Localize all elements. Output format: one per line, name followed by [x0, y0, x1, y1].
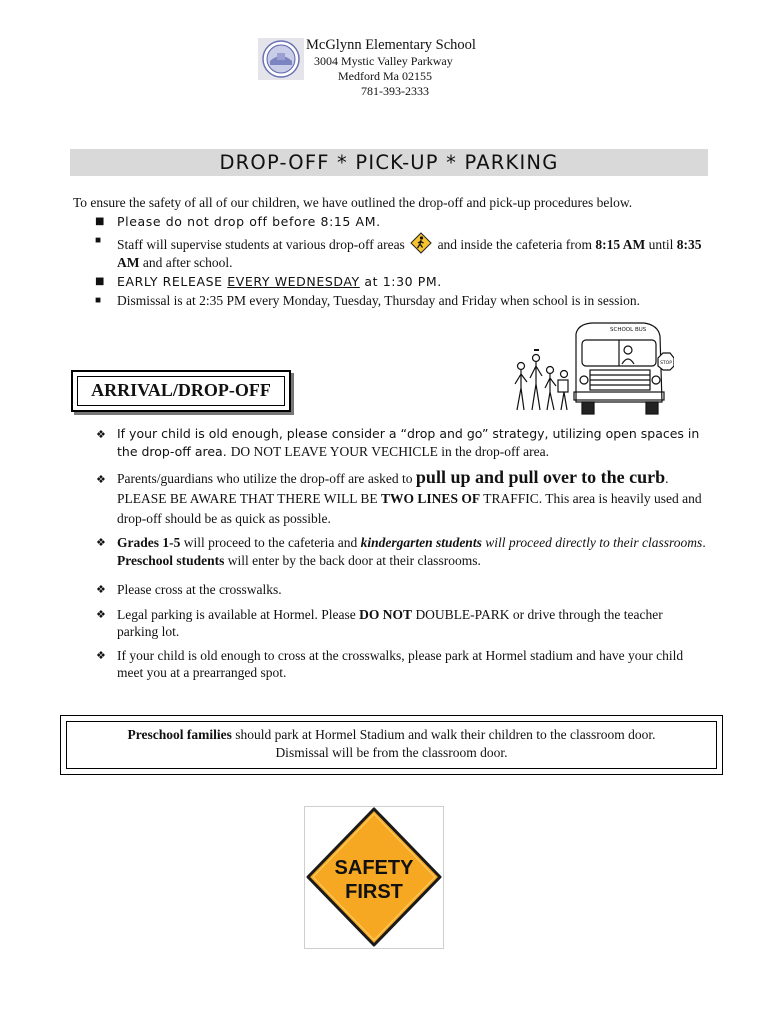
supervision-text-3: until — [648, 237, 674, 252]
list-item — [96, 581, 706, 599]
sign-line-2: FIRST — [345, 881, 403, 903]
preschool-families-label: Preschool families — [127, 727, 232, 742]
school-header — [258, 36, 518, 104]
address-street: 3004 Mystic Valley Parkway — [314, 54, 453, 68]
list-item — [96, 425, 706, 460]
grades-text-2: . — [702, 535, 706, 550]
square-bullet-icon: ■ — [95, 216, 106, 227]
parking-text-2: DOUBLE-PARK or drive through the teacher parking lot. — [117, 606, 663, 639]
square-bullet-icon: ■ — [95, 295, 102, 306]
preschool-notice-box — [60, 715, 723, 775]
do-not-emphasis: DO NOT — [359, 606, 413, 622]
preschool-students-label: Preschool students — [117, 552, 225, 568]
crosswalk-note: Please cross at the crosswalks. — [117, 582, 282, 597]
arrival-list — [96, 425, 706, 682]
supervision-start-time: 8:15 AM — [595, 237, 646, 252]
two-lines-emphasis: TWO LINES OF — [381, 491, 481, 506]
preschool-dismissal-text: Dismissal will be from the classroom door. — [275, 745, 508, 760]
diamond-bullet-icon: ❖ — [96, 649, 106, 662]
list-item — [96, 647, 706, 682]
page-title: DROP-OFF * PICK-UP * PARKING — [219, 151, 559, 174]
title-banner — [70, 149, 708, 176]
safety-first-sign — [304, 806, 444, 949]
diamond-bullet-icon: ❖ — [96, 608, 106, 621]
phone-number: 781-393-2333 — [361, 84, 429, 98]
early-release-day: EVERY WEDNESDAY — [227, 274, 360, 289]
parking-text-1: Legal parking is available at Hormel. Please — [117, 606, 356, 622]
arrival-heading: ARRIVAL/DROP-OFF — [91, 380, 271, 400]
preschool-students-text: will enter by the back door at their classrooms. — [227, 552, 481, 568]
square-bullet-icon: ■ — [95, 235, 102, 246]
arrival-heading-box — [71, 370, 291, 412]
list-item — [96, 606, 706, 641]
diamond-bullet-icon: ❖ — [96, 474, 106, 486]
procedure-list — [95, 213, 715, 311]
early-release-label: EARLY RELEASE — [117, 274, 223, 289]
grades-label: Grades 1-5 — [117, 535, 181, 550]
bus-sign-label: SCHOOL BUS — [610, 327, 647, 333]
dismissal-note: Dismissal is at 2:35 PM every Monday, Tuesday, Thursday and Friday when school is in session. — [117, 293, 640, 308]
kindergarten-label: kindergarten students — [360, 535, 482, 550]
early-release-time: at 1:30 PM. — [364, 274, 442, 289]
list-item — [95, 232, 715, 272]
pull-over-text-3: TRAFFIC. This area is heavily used and drop-off should be as quick as possible. — [117, 491, 702, 526]
dropoff-time-note: Please do not drop off before 8:15 AM. — [117, 214, 381, 229]
meet-spot-note: If your child is old enough to cross at the crosswalks, please park at Hormel stadium and have your child meet you at a prearranged spot. — [117, 647, 684, 680]
preschool-parking-text: should park at Hormel Stadium and walk their children to the classroom door. — [235, 727, 656, 742]
supervision-text-2: and inside the cafeteria from — [437, 237, 592, 252]
diamond-bullet-icon: ❖ — [96, 428, 106, 441]
list-item — [95, 213, 715, 231]
list-item — [96, 466, 706, 529]
bus-stop-sign-label: STOP — [660, 361, 672, 366]
list-item — [96, 534, 706, 569]
supervision-text-1: Staff will supervise students at various drop-off areas — [117, 237, 405, 252]
pull-over-text-2: . PLEASE BE AWARE THAT THERE WILL BE — [117, 471, 669, 506]
diamond-bullet-icon: ❖ — [96, 537, 106, 549]
pedestrian-crossing-icon — [410, 232, 432, 254]
square-bullet-icon: ■ — [95, 276, 106, 287]
school-seal-logo — [258, 38, 304, 80]
no-leave-vehicle-text: DO NOT LEAVE YOUR VECHICLE in the drop-off area. — [230, 443, 550, 459]
pull-over-emphasis: pull up and pull over to the curb — [415, 467, 666, 487]
supervision-text-4: and after school. — [142, 255, 233, 270]
kindergarten-text: will proceed directly to their classrooms — [485, 535, 703, 550]
address-city: Medford Ma 02155 — [338, 69, 432, 83]
intro-text: To ensure the safety of all of our children, we have outlined the drop-off and pick-up procedures below. — [73, 195, 633, 210]
sign-line-1: SAFETY — [334, 857, 414, 879]
school-bus-illustration — [512, 318, 674, 418]
preschool-notice-line-1 — [67, 726, 716, 744]
drop-and-go-text: If your child is old enough, please consider a “drop and go” strategy, utilizing open spaces in the drop-off area. — [117, 426, 700, 459]
list-item — [95, 292, 715, 310]
school-name: McGlynn Elementary School — [306, 37, 476, 53]
diamond-bullet-icon: ❖ — [96, 584, 106, 596]
list-item — [95, 273, 715, 291]
supervision-end-time: 8:35 AM — [117, 237, 702, 270]
grades-text-1: will proceed to the cafeteria and — [183, 535, 358, 550]
pull-over-text-1: Parents/guardians who utilize the drop-off are asked to — [117, 471, 413, 486]
